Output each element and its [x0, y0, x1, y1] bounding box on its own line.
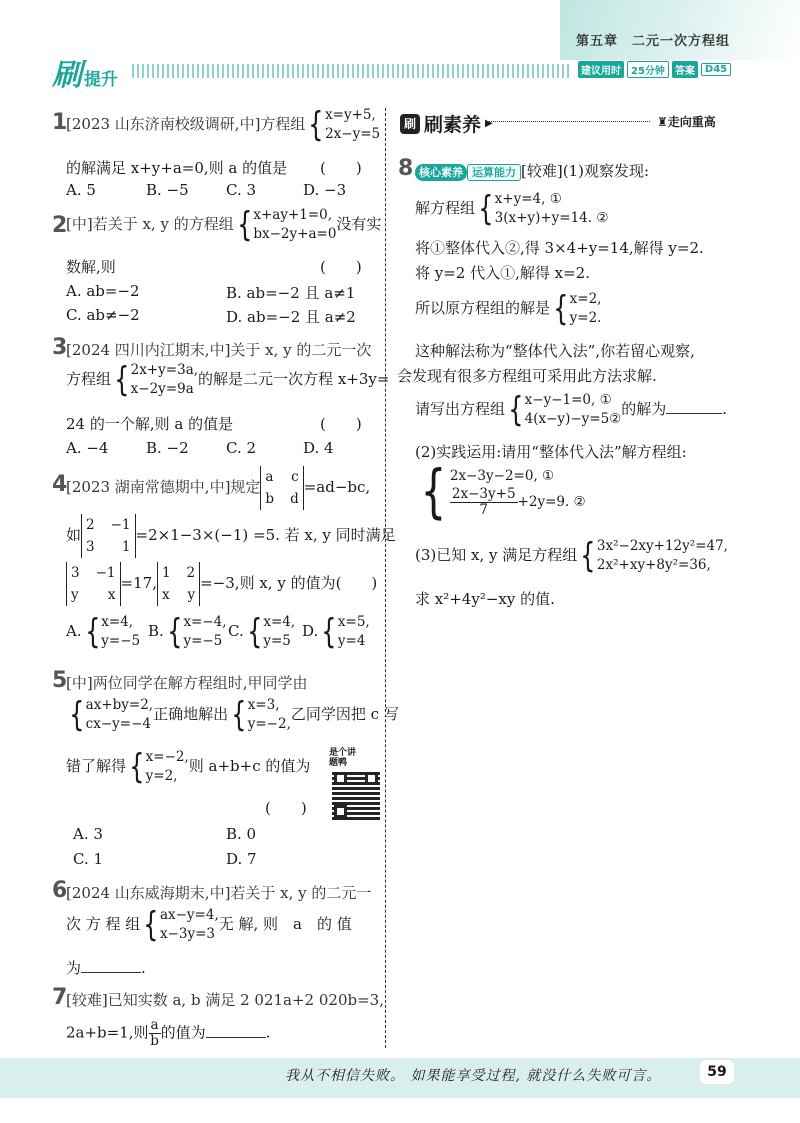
q8-number: 8	[398, 156, 414, 181]
q3-option-d: D. 4	[303, 439, 334, 457]
footer-motto: 我从不相信失败。 如果能享受过程, 就没什么失败可言。	[285, 1068, 662, 1084]
q5-option-a: A. 3	[73, 825, 103, 843]
tower-icon: ♜	[657, 115, 668, 129]
page-number: 59	[700, 1060, 734, 1084]
q3-answer-paren: ( )	[320, 415, 362, 433]
q3-number: 3	[52, 335, 68, 360]
section-dots	[485, 121, 650, 122]
core-tag: 核心素养	[415, 164, 467, 181]
q1-answer-paren: ( )	[320, 159, 362, 177]
qr-code[interactable]	[332, 770, 380, 820]
q4-option-b: B. { x=−4, y=−5	[148, 612, 227, 652]
q2-option-b: B. ab=−2 且 a≠1	[226, 284, 356, 302]
header-stripe	[132, 64, 572, 78]
q1-option-d: D. −3	[303, 181, 347, 199]
q3-option-a: A. −4	[66, 439, 109, 457]
q1-option-a: A. 5	[66, 181, 96, 199]
q4-number: 4	[52, 472, 68, 497]
q4-option-c: C. { x=4, y=5	[228, 612, 296, 652]
q5-option-d: D. 7	[226, 850, 257, 868]
q2-stem: 数解,则	[66, 258, 116, 276]
q5-option-b: B. 0	[226, 825, 257, 843]
q5-option-c: C. 1	[73, 850, 104, 868]
q4-option-d: D. { x=5, y=4	[302, 612, 370, 652]
q2-number: 2	[52, 213, 68, 238]
section-icon: 刷	[400, 114, 420, 134]
q1-option-c: C. 3	[226, 181, 257, 199]
column-divider	[385, 108, 386, 1048]
q1-source: [2023 山东济南校级调研,中]方程组	[66, 115, 306, 133]
q2-option-a: A. ab=−2	[66, 282, 140, 300]
q3-option-c: C. 2	[226, 439, 257, 457]
section-subtitle: ♜走向重高	[657, 115, 716, 129]
skill-tag: 运算能力	[467, 164, 521, 181]
qr-label: 是个讲题鸭	[329, 748, 357, 768]
q3-stem: 24 的一个解,则 a 的值是	[66, 415, 234, 433]
q2-option-d: D. ab=−2 且 a≠2	[226, 308, 356, 326]
q5-number: 5	[52, 668, 68, 693]
q2-answer-paren: ( )	[320, 258, 362, 276]
q5-answer-paren: ( )	[265, 799, 307, 817]
q7-number: 7	[52, 985, 68, 1010]
q6-number: 6	[52, 878, 68, 903]
q6-answer-blank[interactable]	[81, 959, 141, 973]
q4-option-a: A. { x=4, y=−5	[66, 612, 141, 652]
header-meta: 建议用时 25分钟 答案 D45	[578, 61, 731, 78]
q1-stem: 的解满足 x+y+a=0,则 a 的值是	[66, 159, 288, 177]
q1-option-b: B. −5	[146, 181, 189, 199]
q7-answer-blank[interactable]	[206, 1024, 266, 1038]
section-title: 刷 刷素养 ▶	[400, 110, 493, 137]
q2-option-c: C. ab≠−2	[66, 306, 140, 324]
chapter-title: 第五章 二元一次方程组	[575, 34, 730, 49]
q3-option-b: B. −2	[146, 439, 189, 457]
q8-answer-blank[interactable]	[666, 400, 722, 414]
q1-number: 1	[52, 110, 68, 135]
brand-logo: 刷提升	[52, 58, 118, 93]
